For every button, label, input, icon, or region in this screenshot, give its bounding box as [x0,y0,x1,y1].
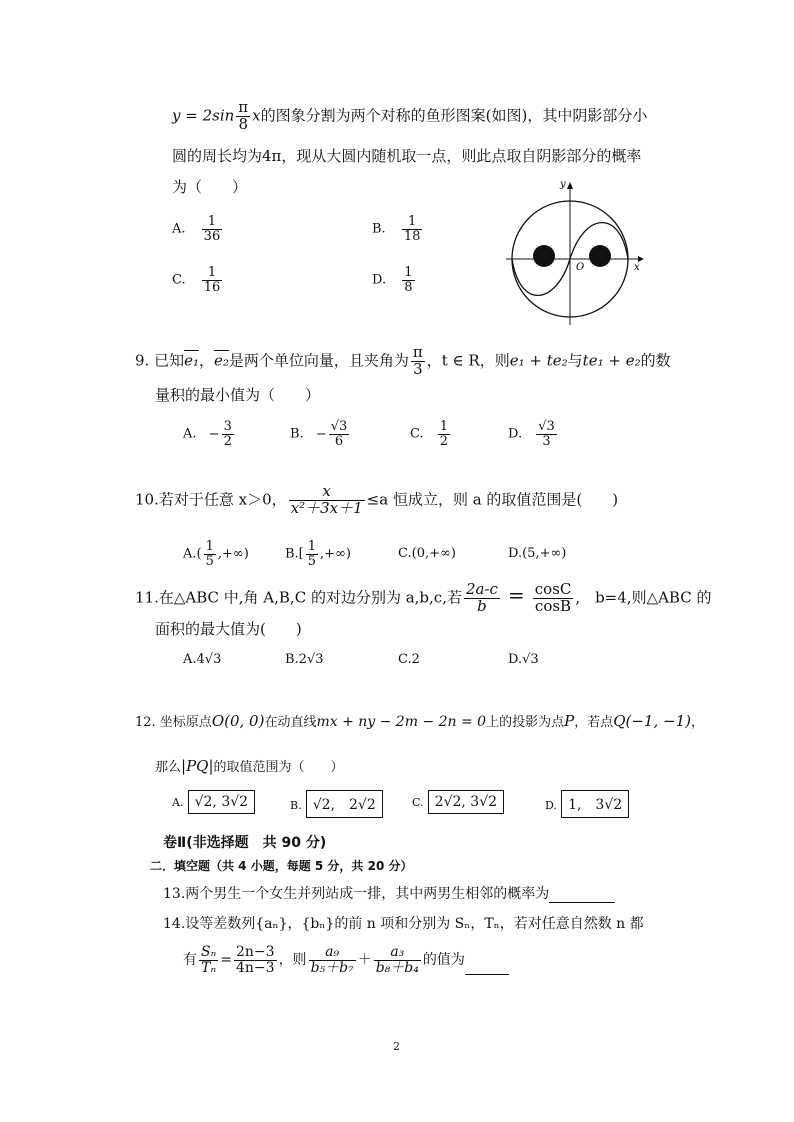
q8-option-a[interactable] [172,215,224,243]
q9-option-b-label: B. [290,426,304,442]
q9-sep: ， [198,351,214,370]
q14-then: ，则 [278,952,307,969]
q14-frac-n [234,945,277,975]
q12-line2-b: 的取值范围为（ ） [213,760,344,775]
q11-frac1-den: b [477,596,487,615]
q11-option-d[interactable]: D.√3 [508,652,539,667]
q9-option-c[interactable] [410,420,452,448]
q9-expr2: te₁ + e₂ [582,351,641,370]
q9-option-b-num: √3 [330,419,348,434]
q12-line2-a: 那么 [155,760,182,775]
q12-option-a[interactable] [172,790,255,814]
q10-option-a-den: 5 [205,553,214,569]
q9-vector-e2: e₂ [214,351,229,370]
q12-option-d-val: 1, 3√2 [561,790,629,818]
q8-option-b-frac [402,215,423,243]
page-number: 2 [393,1040,400,1053]
q9-vector-e1: e₁ [184,351,199,370]
q14-frac-st-den: Tₙ [201,959,217,976]
q9-option-b-frac [329,420,350,448]
q12-text-c: 上的投影为点 [486,715,565,730]
q9-option-b[interactable] [290,420,351,448]
q10-option-b-tail: ,+∞) [320,546,351,562]
q9-text-e: 的数 [640,351,671,370]
q8-option-b[interactable] [372,215,424,243]
q9-text-c: ，t ∈ R，则 [426,351,510,370]
section2-title: 卷Ⅱ(非选择题 共 90 分) [163,835,327,851]
q9-option-c-frac [438,420,450,448]
shaded-circle-right [589,245,611,267]
q8-func-var: x [252,106,261,125]
q8-func-frac-num: π [238,98,249,116]
q12-option-a-label: A. [172,796,184,809]
q12-option-b-val: √2, 2√2 [306,790,383,818]
q12-line-eq: mx + ny − 2m − 2n = 0 [316,714,487,730]
q14-line1: 14.设等差数列{aₙ}，{bₙ}的前 n 项和分别为 Sₙ，Tₙ，若对任意自然数 n 都 [163,916,644,932]
q10-option-b-num: 1 [307,539,317,554]
q14-frac-a3-num: a₃ [374,945,421,961]
q8-option-d-num: 1 [404,265,413,280]
q10-option-a[interactable] [183,540,249,568]
q9-text-a: 9. 已知 [135,351,185,370]
y-axis-label: y [560,180,566,190]
q10-frac-num: x [289,484,365,501]
q9-line1 [135,345,671,378]
q8-option-a-label: A. [172,221,186,237]
q10-prefix: 10.若对于任意 x＞0， [135,490,287,509]
q11-option-a[interactable]: A.4√3 [183,652,222,667]
q10-suffix: ≤a 恒成立，则 a 的取值范围是( ) [366,490,619,509]
q9-line2: 量积的最小值为（ ） [155,386,321,404]
q9-option-c-den: 2 [439,433,449,449]
q9-option-a-den: 2 [223,433,232,449]
q8-option-b-num: 1 [402,215,423,230]
q14-plus: ＋ [357,952,372,969]
q11-option-c[interactable]: C.2 [398,652,420,667]
q12-option-d[interactable] [545,790,629,818]
q9-angle-den: 3 [413,359,423,378]
q8-option-d-frac [402,266,414,294]
y-axis-arrow-icon [567,182,573,189]
q12-line1 [135,711,704,730]
q11-line2: 面积的最大值为( ) [155,620,302,638]
q8-option-d-label: D. [372,272,387,288]
q8-line1 [172,100,647,133]
q8-option-c-frac [202,266,223,294]
q12-pq: |PQ| [181,757,214,775]
q12-option-b[interactable] [290,790,383,818]
q10-line1 [135,484,618,517]
q9-option-c-num: 1 [439,419,449,434]
q8-option-c[interactable] [172,266,224,294]
q10-option-a-frac [204,540,216,568]
q11-option-b[interactable]: B.2√3 [285,652,324,667]
q11-eq: = [507,583,525,608]
q12-text-d: ，若点 [574,715,614,730]
q8-option-c-num: 1 [202,266,223,281]
q9-option-d-num: √3 [538,419,555,434]
q14-frac-n-num: 2n−3 [236,944,275,960]
q8-option-c-label: C. [172,272,186,288]
q11-frac2 [533,582,574,615]
q9-text-d: 与 [567,351,583,370]
fill-in-heading: 二．填空题（共 4 小题，每题 5 分，共 20 分） [150,859,413,873]
q14-frac-n-den: 4n−3 [236,959,275,976]
q14-frac-a9-den: b₅＋b₇ [310,959,354,976]
q9-angle-num: π [412,343,423,361]
q10-option-b-den: 5 [307,553,317,569]
q14-tail: 的值为 [422,952,465,969]
q10-frac [289,484,365,517]
q8-option-b-den: 18 [403,228,421,244]
q9-option-d-label: D. [508,426,523,442]
q8-option-b-label: B. [372,221,386,237]
q8-func-frac [236,100,250,133]
q10-option-c-text: (0,+∞) [411,546,456,561]
q9-option-a[interactable] [183,420,236,448]
q14-answer-blank[interactable] [465,958,509,975]
q9-option-b-den: 6 [334,433,344,449]
q11-frac1 [464,582,500,615]
q14-you: 有 [183,952,197,969]
q9-text-b: 是两个单位向量，且夹角为 [228,351,409,370]
q10-frac-den: x²＋3x＋1 [290,498,363,517]
q9-option-c-label: C. [410,426,424,442]
q14-frac-a9-num: a₉ [309,945,356,961]
q8-line1-text: 的图象分割为两个对称的鱼形图案(如图)，其中阴影部分小 [260,106,648,125]
q9-option-a-frac [222,420,234,448]
q10-option-a-label: A.( [183,546,202,562]
q11-frac2-den: cosB [534,596,572,615]
q8-line2: 圆的周长均为4π，现从大圆内随机取一点，则此点取自阴影部分的概率 [172,147,642,165]
q10-option-d-label: D. [508,546,523,561]
q8-option-d[interactable] [372,266,417,294]
q8-figure [506,180,646,325]
q9-option-d-den: 3 [542,433,551,449]
q12-option-d-label: D. [545,799,557,812]
q13-line [163,883,615,903]
q10-option-a-num: 1 [205,539,214,554]
q8-option-c-den: 16 [203,279,221,295]
q9-expr1: e₁ + te₂ [509,351,568,370]
shaded-circle-left [533,245,555,267]
q8-option-a-frac [202,215,223,243]
q8-line3: 为（ ） [172,178,248,196]
q8-option-a-den: 36 [203,228,221,244]
q10-option-b[interactable] [285,540,351,568]
q14-frac-a3 [374,945,421,975]
q14-frac-a3-den: b₈＋b₄ [375,959,419,976]
q14-frac-st [199,945,218,975]
q10-option-c-label: C. [398,546,412,561]
q10-option-b-frac [306,540,318,568]
q11-frac1-num: 2a-c [465,580,498,598]
x-axis-label: x [634,262,640,273]
q10-option-b-label: B.[ [285,546,304,562]
q9-option-d[interactable] [508,420,559,448]
q10-option-d[interactable] [508,546,566,561]
q13-answer-blank[interactable] [549,886,615,903]
q8-option-d-den: 8 [404,279,413,295]
q13-text: 13.两个男生一个女生并列站成一排，其中两男生相邻的概率为 [163,886,550,902]
q11-line1 [135,582,711,615]
q12-point-q: Q(−1, −1) [613,712,691,730]
q12-text-a: 12. 坐标原点 [135,715,212,730]
origin-label: O [576,262,585,273]
q9-option-b-sign: − [315,426,327,442]
q8-func: y = 2sin [172,106,235,125]
q12-point-o: O(0, 0) [211,712,265,730]
q12-point-p: P [564,712,575,730]
q11-prefix: 11.在△ABC 中,角 A,B,C 的对边分别为 a,b,c,若 [135,588,462,607]
q12-option-c[interactable] [412,790,504,814]
q10-option-d-text: (5,+∞) [522,546,567,561]
q9-angle-frac [411,345,425,378]
q9-option-d-frac [536,420,557,448]
q8-option-a-num: 1 [202,215,223,230]
q10-option-a-tail: ,+∞) [217,546,249,562]
q12-option-b-label: B. [290,799,302,812]
q9-option-a-sign: − [208,426,220,442]
q14-frac-a9 [309,945,356,975]
q10-option-c[interactable] [398,546,456,561]
q12-option-c-label: C. [412,796,424,809]
q12-option-c-val: 2√2, 3√2 [428,790,504,814]
q9-option-a-num: 3 [223,419,232,434]
q14-frac-st-num: Sₙ [201,944,217,960]
q11-frac2-num: cosC [534,580,572,598]
q11-suffix: , b=4,则△ABC 的 [575,588,712,607]
q14-eq: = [220,952,232,969]
q12-text-e: ， [690,715,704,730]
q9-option-a-label: A. [183,426,197,442]
q14-line2 [183,945,509,975]
q8-func-frac-den: 8 [238,114,248,133]
q12-text-b: 在动直线 [264,715,317,730]
q12-option-a-val: √2, 3√2 [188,790,255,814]
q12-line2 [155,756,344,775]
